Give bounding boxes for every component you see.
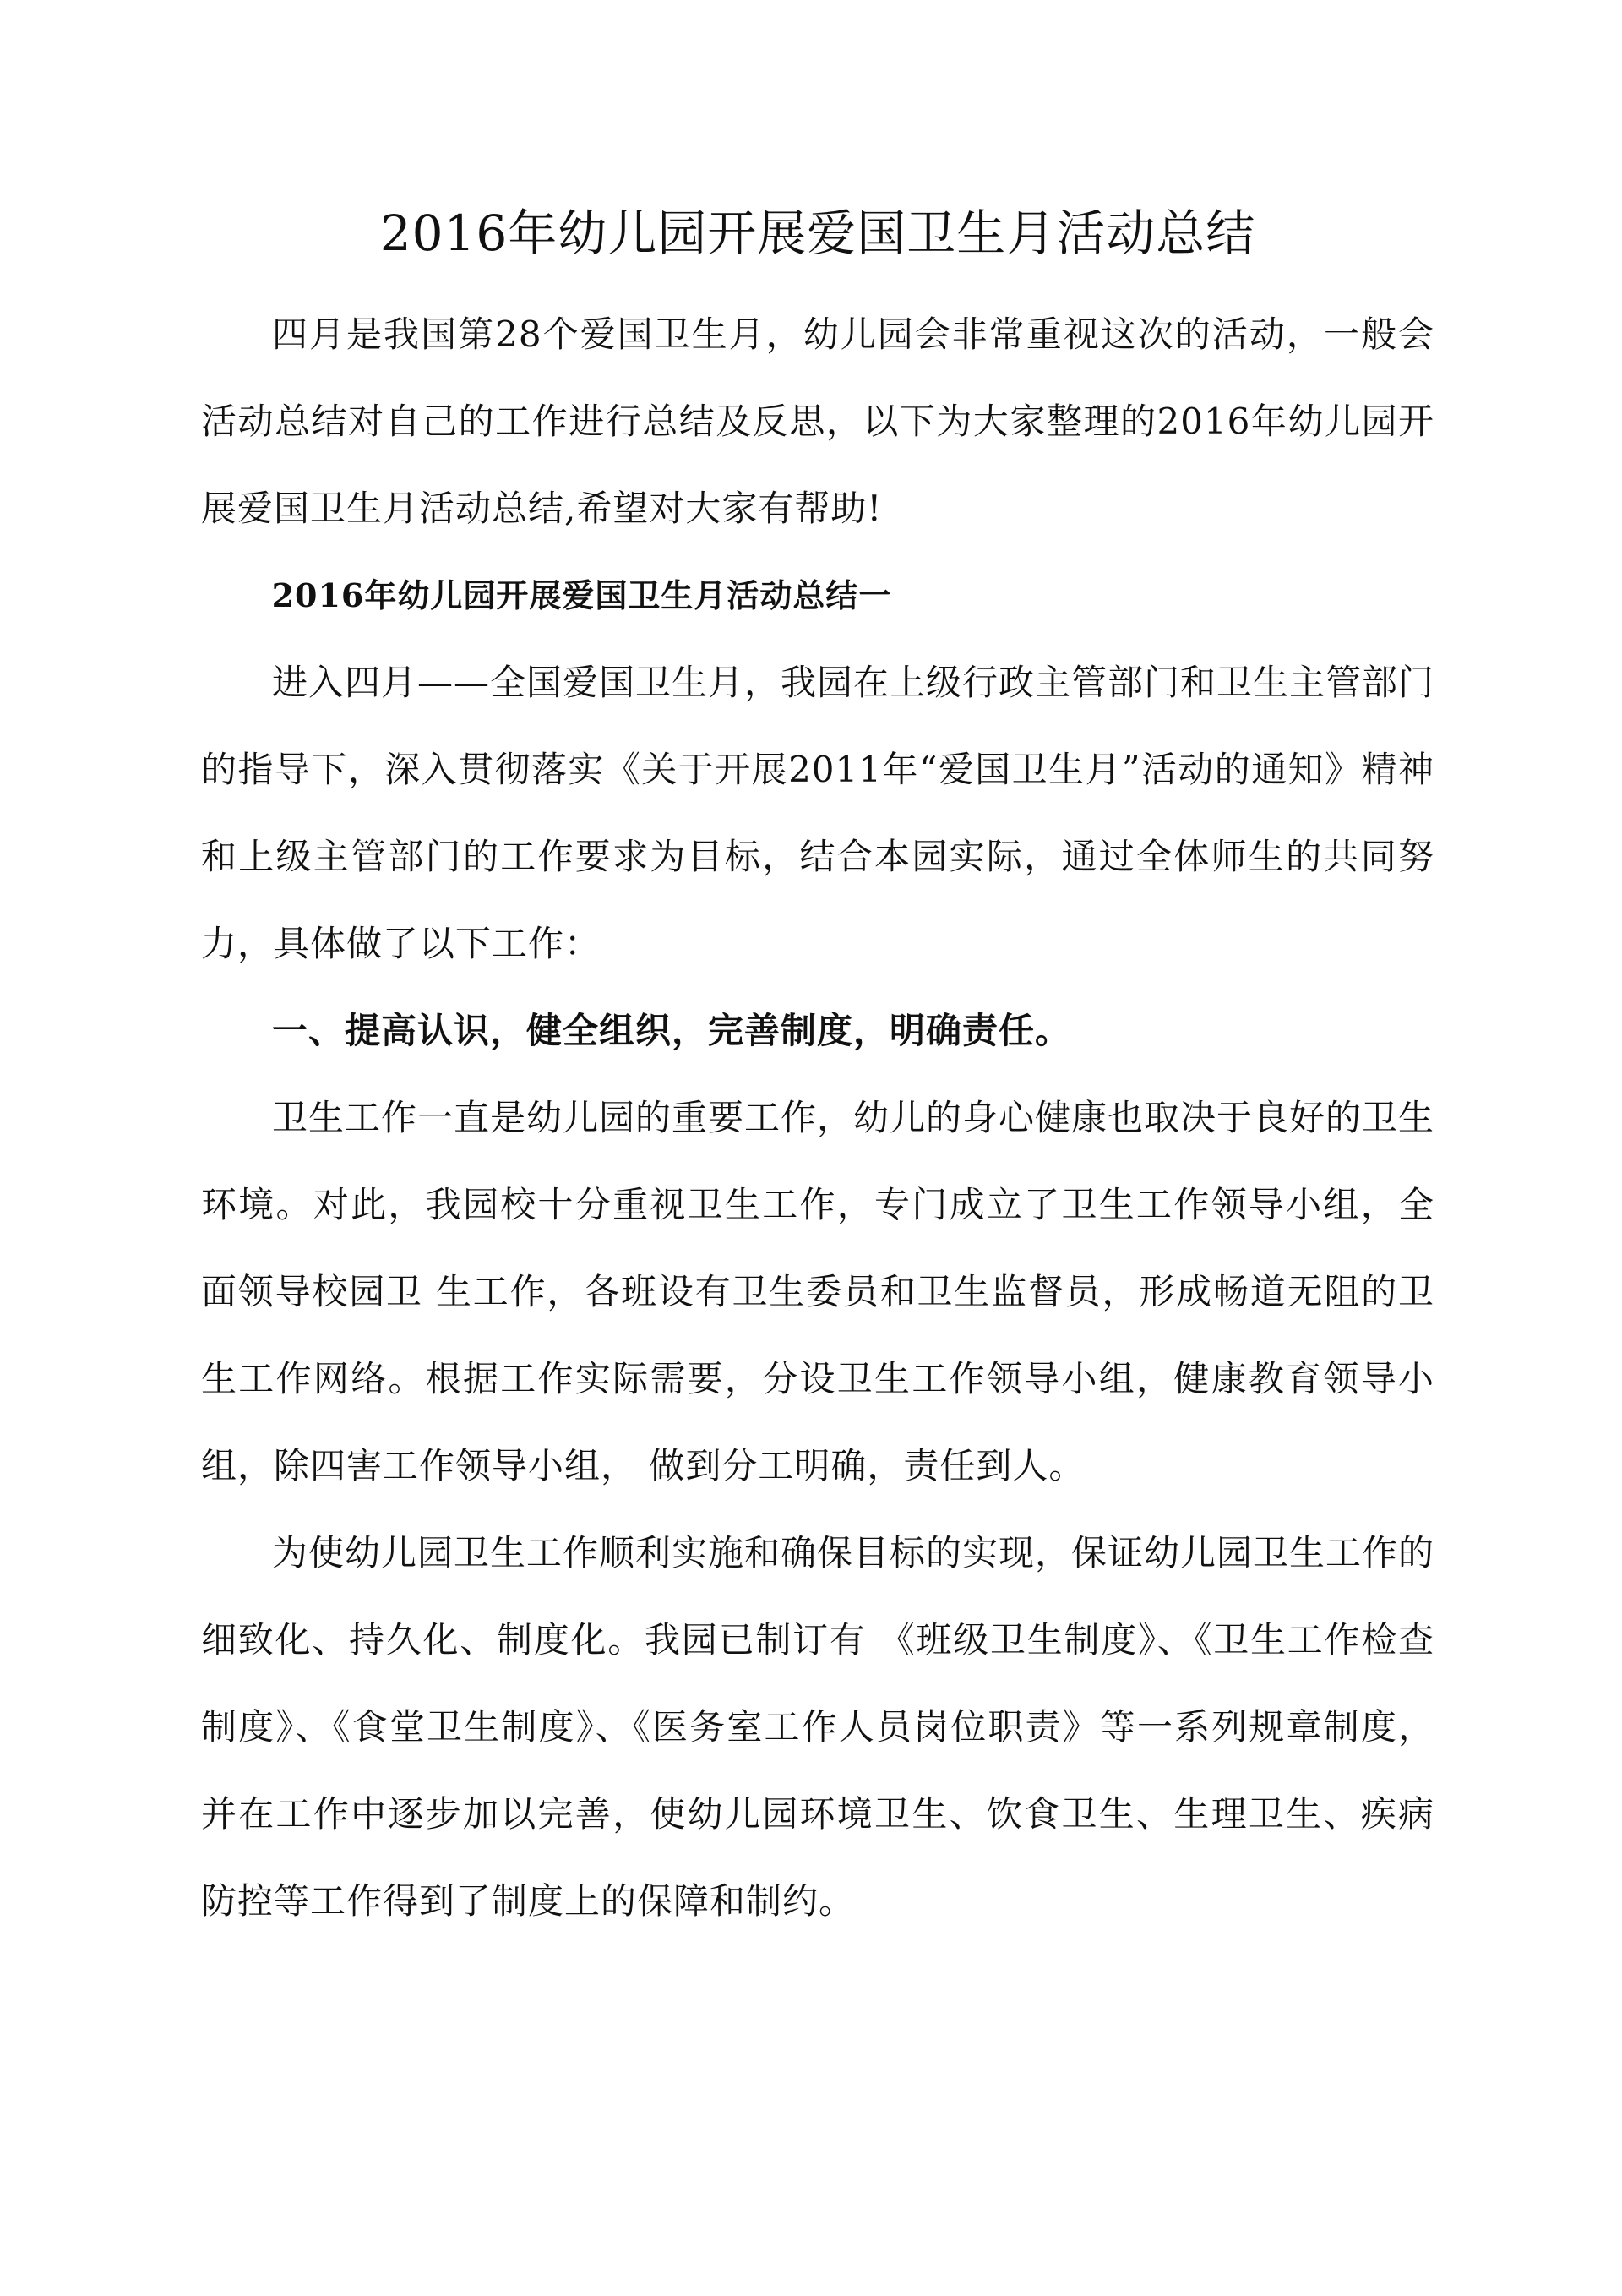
section-heading-1: 一、提高认识，健全组织，完善制度，明确责任。 [272,1010,1072,1051]
document-content [201,199,1434,1944]
intro-paragraph: 四月是我国第28个爱国卫生月，幼儿园会非常重视这次的活动，一般会活动总结对自己的工作进行总结及反思，以下为大家整理的2016年幼儿园开展爱国卫生月活动总结,希望对大家有帮助! [201,314,1434,529]
section-subtitle: 2016年幼儿园开展爱国卫生月活动总结一 [271,576,892,614]
body-paragraph-2: 卫生工作一直是幼儿园的重要工作，幼儿的身心健康也取决于良好的卫生环境。对此，我园校十分重视卫生工作，专门成立了卫生工作领导小组，全面领导校园卫 生工作，各班设有卫生委员和卫生监督员，形成畅道无阻的卫生工作网络。根据工作实际需要，分设卫生工作领导小组，健康教育领导小组，除四害工作领导小组， 做到分工明确，责任到人。 [201,1097,1435,1486]
body-paragraph-1: 进入四月——全国爱国卫生月，我园在上级行政主管部门和卫生主管部门的指导下，深入贯彻落实《关于开展2011年“爱国卫生月”活动的通知》精神和上级主管部门的工作要求为目标，结合本园实际，通过全体师生的共同努力，具体做了以下工作： [201,662,1435,964]
body-paragraph-3: 为使幼儿园卫生工作顺利实施和确保目标的实现，保证幼儿园卫生工作的细致化、持久化、制度化。我园已制订有 《班级卫生制度》、《卫生工作检查制度》、《食堂卫生制度》、《医务室工作人员岗位职责》等一系列规章制度，并在工作中逐步加以完善，使幼儿园环境卫生、饮食卫生、生理卫生、疾病防控等工作得到了制度上的保障和制约。 [201,1532,1435,1922]
document-title: 2016年幼儿园开展爱国卫生月活动总结 [379,205,1256,262]
